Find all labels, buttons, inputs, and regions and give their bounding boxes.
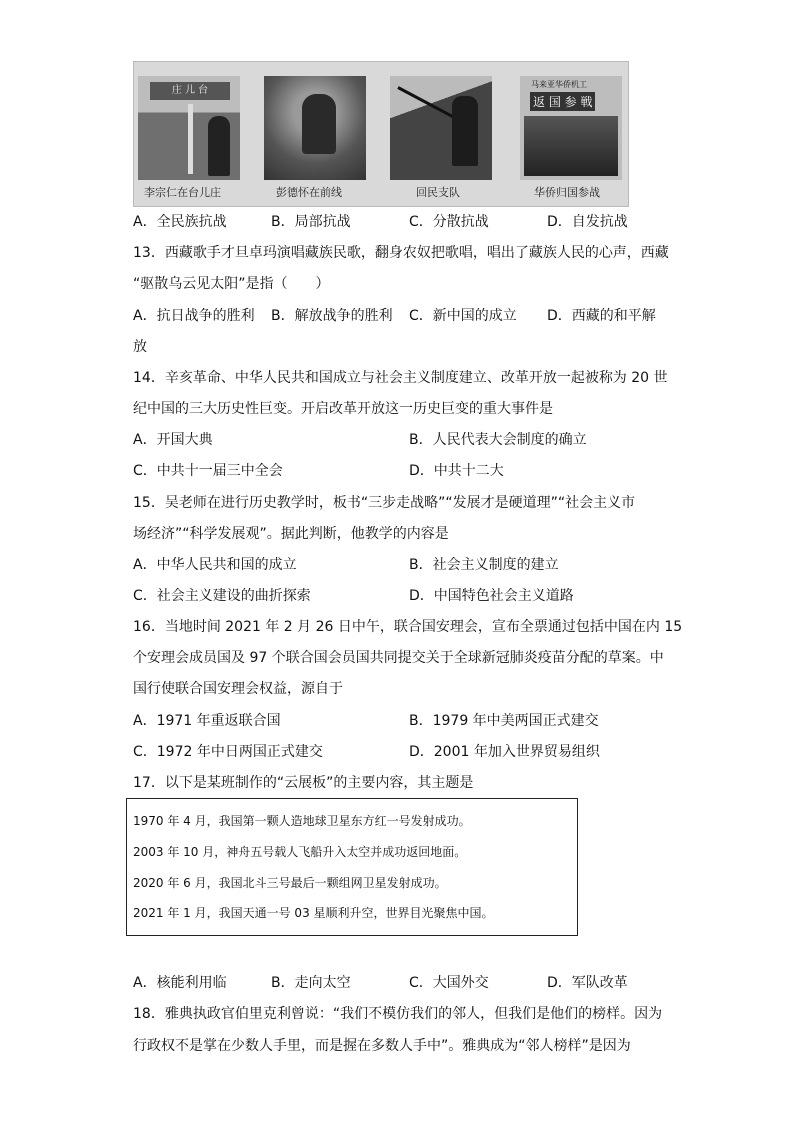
q15-option-d[interactable]: D．中国特色社会主义道路 [409, 588, 574, 604]
q14-stem-line1: 14．辛亥革命、中华人民共和国成立与社会主义制度建立、改革开放一起被称为 20 世 [133, 370, 668, 386]
figure-silhouette [208, 116, 230, 176]
q13-option-a[interactable]: A．抗日战争的胜利 [133, 308, 255, 324]
q15-option-b[interactable]: B．社会主义制度的建立 [409, 557, 559, 573]
q12-option-b[interactable]: B．局部抗战 [271, 214, 351, 230]
q14-option-d[interactable]: D．中共十二大 [409, 463, 504, 479]
q16-option-a[interactable]: A．1971 年重返联合国 [133, 713, 281, 729]
q16-stem-line2: 个安理会成员国及 97 个联合国会员国共同提交关于全球新冠肺炎疫苗分配的草案。中 [133, 650, 664, 666]
q14-option-a[interactable]: A．开国大典 [133, 432, 213, 448]
q16-option-b[interactable]: B．1979 年中美两国正式建交 [409, 713, 599, 729]
q15-option-a[interactable]: A．中华人民共和国的成立 [133, 557, 297, 573]
photo-overseas-chinese [520, 76, 622, 180]
poster-top-text: 马来亚华侨机工 [531, 80, 587, 89]
photo-strip [133, 61, 629, 207]
poster-title: 返 国 参 戦 [530, 92, 595, 111]
photo-peng-dehuai [264, 76, 366, 180]
figure-silhouette [452, 96, 478, 166]
q17-option-a[interactable]: A．核能利用临 [133, 975, 227, 991]
q15-stem-line1: 15．吴老师在进行历史教学时，板书“三步走战略”“发展才是硬道理”“社会主义市 [133, 495, 636, 511]
sign-board: 庄 儿 台 [150, 82, 230, 100]
poster-image [524, 116, 618, 176]
sign-post [188, 104, 193, 174]
q13-option-c[interactable]: C．新中国的成立 [409, 308, 517, 324]
q14-option-b[interactable]: B．人民代表大会制度的确立 [409, 432, 587, 448]
q13-option-d-wrap: 放 [133, 339, 147, 355]
photo-caption: 李宗仁在台儿庄 [144, 186, 221, 199]
photo-hui-detachment [390, 76, 492, 180]
q17-option-c[interactable]: C．大国外交 [409, 975, 489, 991]
q15-option-c[interactable]: C．社会主义建设的曲折探索 [133, 588, 311, 604]
board-line: 1970 年 4 月，我国第一颗人造地球卫星东方红一号发射成功。 [133, 814, 471, 828]
q16-stem-line3: 国行使联合国安理会权益，源自于 [133, 681, 343, 697]
q17-option-d[interactable]: D．军队改革 [547, 975, 628, 991]
photo-caption: 华侨归国参战 [534, 186, 600, 199]
q17-option-b[interactable]: B．走向太空 [271, 975, 351, 991]
q12-option-c[interactable]: C．分散抗战 [409, 214, 489, 230]
board-line: 2020 年 6 月，我国北斗三号最后一颗组网卫星发射成功。 [133, 876, 447, 890]
q16-stem-line1: 16．当地时间 2021 年 2 月 26 日中午，联合国安理会，宣布全票通过包括中国在内 15 [133, 619, 683, 635]
q13-stem-line1: 13．西藏歌手才旦卓玛演唱藏族民歌，翻身农奴把歌唱，唱出了藏族人民的心声，西藏 [133, 245, 669, 261]
q12-option-a[interactable]: A．全民族抗战 [133, 214, 227, 230]
board-line: 2003 年 10 月，神舟五号载人飞船升入太空并成功返回地面。 [133, 845, 467, 859]
q18-stem-line1: 18．雅典执政官伯里克利曾说：“我们不模仿我们的邻人，但我们是他们的榜样。因为 [133, 1006, 663, 1022]
q15-stem-line2: 场经济”“科学发展观”。据此判断，他教学的内容是 [133, 526, 449, 542]
photo-caption: 回民支队 [416, 186, 460, 199]
photo-caption: 彭德怀在前线 [276, 186, 342, 199]
photo-li-zongren [138, 76, 240, 180]
figure-silhouette [302, 94, 336, 154]
q14-stem-line2: 纪中国的三大历史性巨变。开启改革开放这一历史巨变的重大事件是 [133, 401, 553, 417]
q13-stem-line2: “驱散乌云见太阳”是指（ ） [133, 276, 330, 292]
cloud-exhibition-board [126, 798, 578, 936]
q17-stem: 17．以下是某班制作的“云展板”的主要内容，其主题是 [133, 775, 474, 791]
q16-option-c[interactable]: C．1972 年中日两国正式建交 [133, 744, 323, 760]
q14-option-c[interactable]: C．中共十一届三中全会 [133, 463, 283, 479]
q13-option-d[interactable]: D．西藏的和平解 [547, 308, 656, 324]
q18-stem-line2: 行政权不是掌在少数人手里，而是握在多数人手中”。雅典成为“邻人榜样”是因为 [133, 1038, 631, 1054]
q16-option-d[interactable]: D．2001 年加入世界贸易组织 [409, 744, 600, 760]
board-line: 2021 年 1 月，我国天通一号 03 星顺利升空，世界目光聚焦中国。 [133, 906, 494, 920]
q12-option-d[interactable]: D．自发抗战 [547, 214, 628, 230]
q13-option-b[interactable]: B．解放战争的胜利 [271, 308, 393, 324]
